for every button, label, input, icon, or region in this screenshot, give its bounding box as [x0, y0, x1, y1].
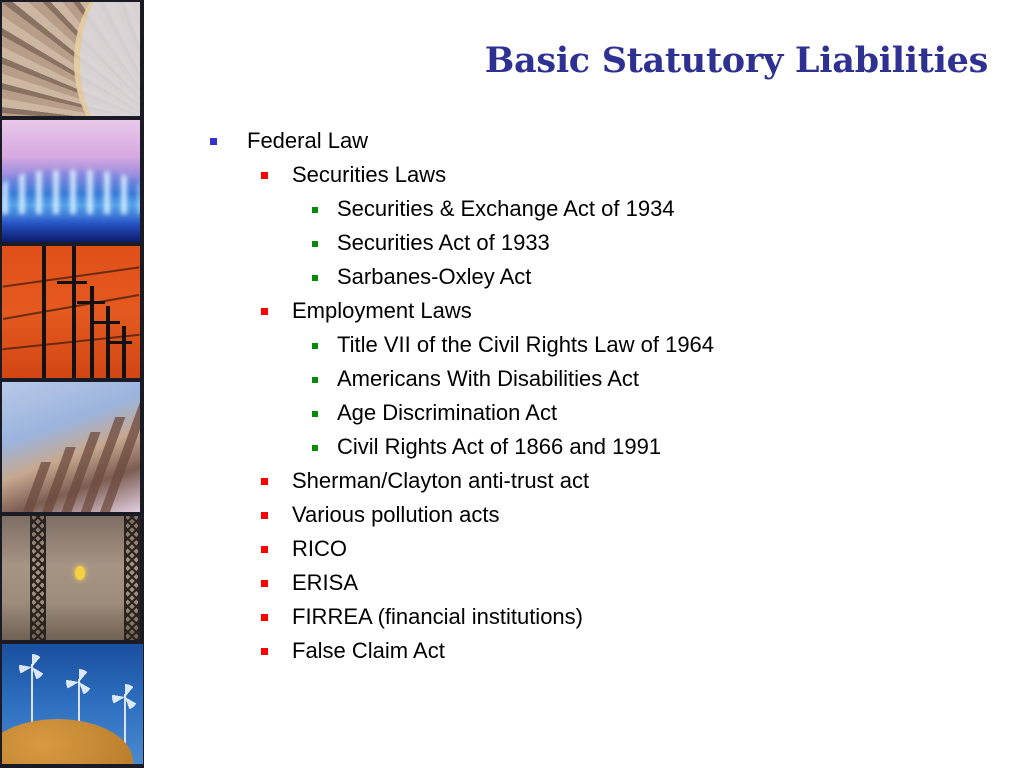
bullet-item: Securities & Exchange Act of 1934 [337, 192, 675, 226]
bullet-item: FIRREA (financial institutions) [292, 600, 583, 634]
bullet-item-federal-law: Federal Law [247, 124, 368, 158]
bullet-item: Americans With Disabilities Act [337, 362, 639, 396]
square-bullet-icon [312, 275, 318, 281]
bullet-item: Title VII of the Civil Rights Law of 1964 [337, 328, 714, 362]
wind-turbines-image [1, 643, 144, 765]
image-strip [0, 0, 144, 768]
square-bullet-icon [261, 172, 268, 179]
bullet-item: Civil Rights Act of 1866 and 1991 [337, 430, 661, 464]
bullet-item: RICO [292, 532, 347, 566]
turbine-image [1, 1, 141, 117]
bullet-item-securities-laws: Securities Laws [292, 158, 446, 192]
bullet-item: Sherman/Clayton anti-trust act [292, 464, 589, 498]
square-bullet-icon [210, 138, 217, 145]
transmission-towers-image [1, 515, 141, 641]
square-bullet-icon [312, 207, 318, 213]
square-bullet-icon [261, 512, 268, 519]
gas-flame-image [1, 119, 141, 243]
square-bullet-icon [312, 411, 318, 417]
bullet-item: Securities Act of 1933 [337, 226, 550, 260]
bullet-item: Sarbanes-Oxley Act [337, 260, 531, 294]
square-bullet-icon [312, 445, 318, 451]
square-bullet-icon [261, 478, 268, 485]
bullet-item-employment-laws: Employment Laws [292, 294, 472, 328]
bullet-item: Various pollution acts [292, 498, 500, 532]
bullet-item: False Claim Act [292, 634, 445, 668]
square-bullet-icon [261, 580, 268, 587]
power-lines-image [1, 245, 141, 379]
dam-image [1, 381, 141, 513]
slide-title: Basic Statutory Liabilities [484, 40, 988, 81]
square-bullet-icon [261, 308, 268, 315]
square-bullet-icon [312, 377, 318, 383]
bullet-item: ERISA [292, 566, 358, 600]
square-bullet-icon [312, 343, 318, 349]
square-bullet-icon [261, 614, 268, 621]
square-bullet-icon [261, 546, 268, 553]
square-bullet-icon [261, 648, 268, 655]
square-bullet-icon [312, 241, 318, 247]
bullet-item: Age Discrimination Act [337, 396, 557, 430]
